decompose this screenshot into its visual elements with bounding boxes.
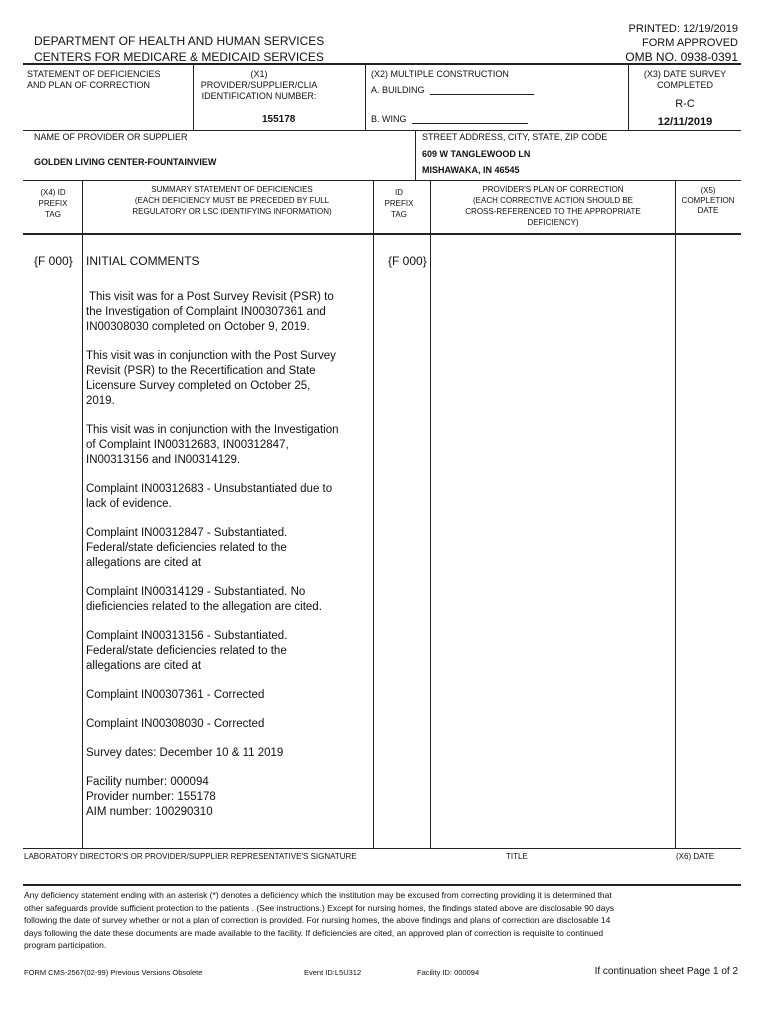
entry-line: Complaint IN00308030 - Corrected (86, 718, 265, 730)
page-indicator: If continuation sheet Page 1 of 2 (594, 966, 738, 977)
statement-label (27, 69, 161, 91)
entry-line: allegations are cited at (86, 660, 202, 672)
divider (365, 64, 366, 130)
plan-header-line2: (EACH CORRECTIVE ACTION SHOULD BE (472, 196, 634, 205)
event-id: Event ID:L5U312 (304, 968, 362, 977)
wing-field (371, 114, 528, 124)
statement-label-line1: STATEMENT OF DEFICIENCIES (27, 69, 161, 79)
entry-paragraph (86, 482, 371, 512)
plan-header-line1: PROVIDER'S PLAN OF CORRECTION (482, 185, 624, 194)
centers-name: CENTERS FOR MEDICARE & MEDICAID SERVICES (34, 50, 324, 64)
divider (82, 181, 83, 848)
disclaimer-text (24, 889, 740, 952)
agency-header (34, 33, 324, 65)
wing-line (412, 114, 528, 124)
entry-line: This visit was in conjunction with the Post Survey (86, 350, 336, 362)
department-name: DEPARTMENT OF HEALTH AND HUMAN SERVICES (34, 34, 325, 48)
entry-line: Revisit (PSR) to the Recertification and State (86, 365, 316, 377)
entry-paragraph (86, 349, 371, 409)
id-header (374, 187, 424, 220)
form-number: FORM CMS-2567(02-99) Previous Versions Obsolete (24, 968, 203, 977)
survey-code: R-C (675, 98, 695, 110)
divider (373, 181, 374, 848)
left-prefix-tag: {F 000} (34, 254, 73, 268)
entry-paragraph (86, 423, 371, 468)
entry-line: Survey dates: December 10 & 11 2019 (86, 747, 284, 759)
x5-header-line2: COMPLETION (681, 196, 735, 205)
entry-line: IN00313156 and IN00314129. (86, 454, 241, 466)
summary-header (83, 184, 381, 217)
entry-line: AIM number: 100290310 (86, 806, 213, 818)
x6-date-label: (X6) DATE (676, 852, 715, 861)
entry-paragraph (86, 629, 371, 674)
x1-label (194, 69, 324, 102)
divider (23, 130, 741, 131)
entry-line: Complaint IN00312683 - Unsubstantiated due to (86, 483, 333, 495)
entry-paragraph (86, 775, 371, 820)
right-prefix-tag: {F 000} (388, 254, 427, 268)
entry-paragraph (86, 526, 371, 571)
divider (430, 181, 431, 848)
entry-line: 2019. (86, 395, 115, 407)
entry-paragraph (86, 746, 371, 761)
entry-line: This visit was in conjunction with the Investigation (86, 424, 339, 436)
id-header-line1: ID (395, 188, 403, 197)
entry-line: Complaint IN00312847 - Substantiated. (86, 527, 288, 539)
plan-header-line3: CROSS-REFERENCED TO THE APPROPRIATE (465, 207, 641, 216)
form-approved: FORM APPROVED (642, 37, 738, 49)
entry-line: dieficiencies related to the allegation are cited. (86, 601, 322, 613)
divider (415, 131, 416, 180)
facility-id: Facility ID: 000094 (417, 968, 480, 977)
plan-header (431, 184, 675, 228)
x3-label-line1: (X3) DATE SURVEY (643, 69, 727, 79)
entry-paragraph (86, 290, 371, 335)
statement-label-line2: AND PLAN OF CORRECTION (27, 80, 151, 90)
x4-header-line1: (X4) ID (40, 188, 66, 197)
summary-header-line1: SUMMARY STATEMENT OF DEFICIENCIES (151, 185, 313, 194)
x4-header (24, 187, 82, 220)
divider (23, 233, 741, 235)
entry-line: Facility number: 000094 (86, 776, 209, 788)
address-label: STREET ADDRESS, CITY, STATE, ZIP CODE (422, 132, 608, 142)
entry-line: of Complaint IN00312683, IN00312847, (86, 439, 289, 451)
disclaimer-line: following the date of survey whether or not a plan of correction is provided. For nursing homes, the above findings and plans of correction are disclosable 14 (24, 915, 611, 925)
entry-line: Complaint IN00314129 - Substantiated. No (86, 586, 306, 598)
divider (675, 181, 676, 848)
x1-label-line1: (X1) PROVIDER/SUPPLIER/CLIA (200, 69, 318, 90)
entry-line: IN00308030 completed on October 9, 2019. (86, 321, 310, 333)
street-address: 609 W TANGLEWOOD LN (422, 149, 531, 159)
divider (23, 884, 741, 886)
entry-line: the Investigation of Complaint IN00307361 and (86, 306, 326, 318)
provider-name: GOLDEN LIVING CENTER-FOUNTAINVIEW (34, 157, 217, 167)
disclaimer-line: Any deficiency statement ending with an asterisk (*) denotes a deficiency which the institution may be excused from correcting providing it is determined that (24, 890, 612, 900)
entry-line: Complaint IN00313156 - Substantiated. (86, 630, 288, 642)
x5-header-line1: (X5) (700, 186, 716, 195)
x2-label: (X2) MULTIPLE CONSTRUCTION (371, 69, 509, 79)
building-label: A. BUILDING (371, 85, 425, 95)
provider-id-number: 155178 (262, 114, 296, 125)
plan-header-line4: DEFICIENCY) (527, 218, 579, 227)
summary-header-line2: (EACH DEFICIENCY MUST BE PRECEDED BY FULL (134, 196, 330, 205)
entry-line: Licensure Survey completed on October 25, (86, 380, 311, 392)
signature-label: LABORATORY DIRECTOR'S OR PROVIDER/SUPPLIER REPRESENTATIVE'S SIGNATURE (24, 852, 357, 861)
disclaimer-line: program participation. (24, 940, 107, 950)
rule-top (23, 63, 741, 65)
building-field (371, 85, 534, 95)
wing-label: B. WING (371, 114, 407, 124)
disclaimer-line: days following the date these documents are made available to the facility. If deficiencies are cited, an approved plan of correction is requisite to continued (24, 927, 604, 938)
omb-number: OMB NO. 0938-0391 (625, 50, 738, 64)
disclaimer-line: other safeguards provide sufficient protection to the patients . (See instructions.) Except for nursing homes, the findings stated above are disclosable 90 days (24, 902, 614, 913)
building-line (430, 85, 534, 95)
divider (23, 180, 741, 181)
x3-label (629, 69, 741, 91)
entry-paragraph (86, 717, 371, 732)
x3-label-line2: COMPLETED (656, 80, 713, 90)
entry-paragraph (86, 585, 371, 615)
id-header-line3: TAG (391, 210, 407, 219)
provider-name-label: NAME OF PROVIDER OR SUPPLIER (34, 132, 188, 142)
entry-line: Complaint IN00307361 - Corrected (86, 689, 265, 701)
entry-line: lack of evidence. (86, 498, 172, 510)
x5-header-line3: DATE (697, 206, 719, 215)
x1-label-line2: IDENTIFICATION NUMBER: (201, 91, 317, 101)
entry-paragraph (86, 688, 371, 703)
entry-line: Provider number: 155178 (86, 791, 216, 803)
summary-header-line3: REGULATORY OR LSC IDENTIFYING INFORMATION) (132, 207, 332, 216)
entry-line: Federal/state deficiencies related to the (86, 542, 287, 554)
print-info (625, 22, 738, 64)
survey-completed-date: 12/11/2019 (657, 116, 713, 128)
entry-line: Federal/state deficiencies related to the (86, 645, 287, 657)
x5-header (676, 186, 740, 216)
entry-title: INITIAL COMMENTS (86, 254, 200, 268)
printed-date: PRINTED: 12/19/2019 (628, 23, 738, 35)
entry-line: This visit was for a Post Survey Revisit (PSR) to (89, 291, 334, 303)
entry-line: allegations are cited at (86, 557, 202, 569)
x4-header-line3: TAG (45, 210, 61, 219)
divider (23, 848, 741, 849)
city-state-zip: MISHAWAKA, IN 46545 (422, 165, 520, 175)
entry-body (86, 290, 371, 834)
title-label: TITLE (506, 852, 528, 861)
x4-header-line2: PREFIX (38, 199, 68, 208)
id-header-line2: PREFIX (384, 199, 414, 208)
